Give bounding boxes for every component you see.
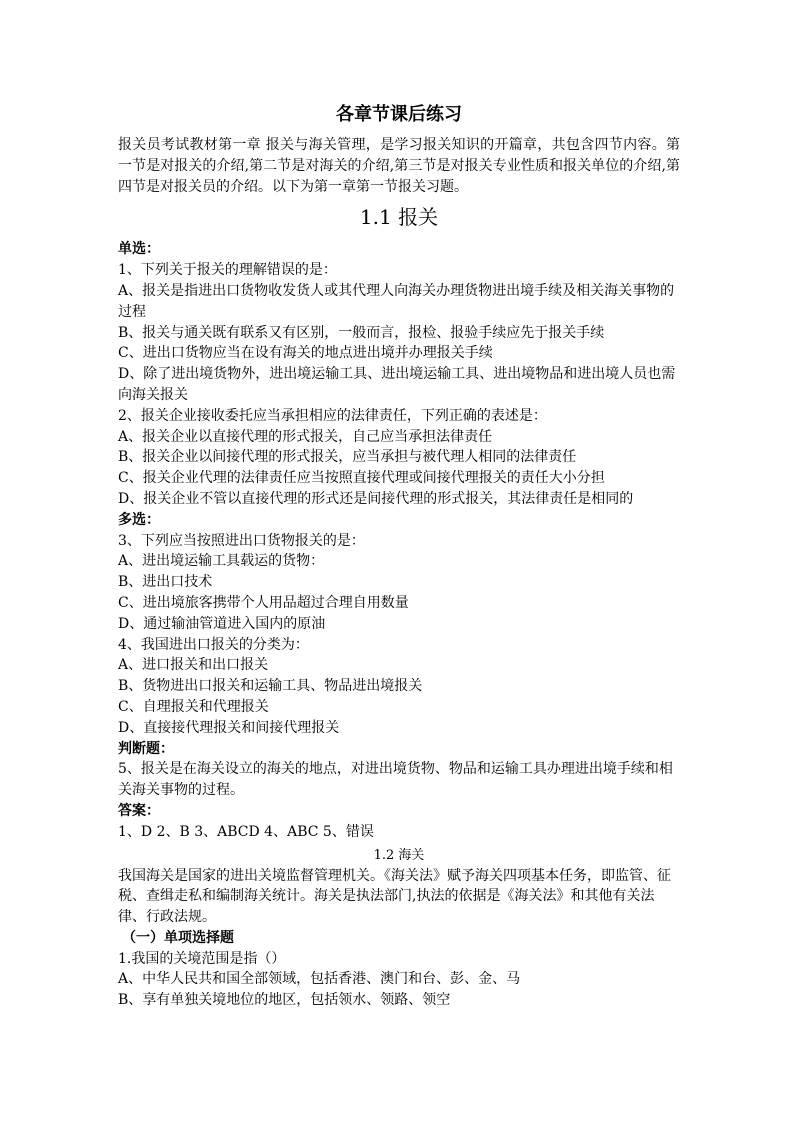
- question-4-option-a: A、进口报关和出口报关: [118, 657, 269, 674]
- multi-choice-label: 多选：: [118, 511, 160, 528]
- question-4: 4、我国进出口报关的分类为：: [118, 636, 309, 653]
- judgment-label: 判断题：: [118, 740, 174, 757]
- question-3-option-d: D、通过输油管道进入国内的原油: [118, 615, 326, 632]
- answer-key: 1、D 2、B 3、ABCD 4、ABC 5、错误: [118, 823, 374, 840]
- question-3-option-a: A、进出境运输工具载运的货物：: [118, 553, 325, 570]
- question-3: 3、下列应当按照进出口货物报关的是：: [118, 532, 365, 549]
- question-1-option-b: B、报关与通关既有联系又有区别，一般而言，报检、报验手续应先于报关手续: [118, 324, 605, 341]
- question-3-option-c: C、进出境旅客携带个人用品超过合理自用数量: [118, 594, 409, 611]
- single-choice-subheading: （一）单项选择题: [122, 929, 234, 946]
- question-2-option-c: C、报关企业代理的法律责任应当按照直接代理或间接代理报关的责任大小分担: [118, 470, 605, 487]
- section-2-intro: 我国海关是国家的进出关境监督管理机关。《海关法》赋予海关四项基本任务，即监管、征税、查缉走私和编制海关统计。海关是执法部门,执法的依据是《海关法》和其他有关法律、行政法规。: [118, 867, 671, 926]
- section-2-question-1-option-b: B、享有单独关境地位的地区，包括领水、领路、领空: [118, 992, 451, 1009]
- question-1-option-d: D、除了进出境货物外，进出境运输工具、进出境运输工具、进出境物品和进出境人员也需向海关报关: [118, 366, 676, 403]
- page-title: 各章节课后练习: [336, 104, 462, 125]
- question-1: 1、下列关于报关的理解错误的是：: [118, 262, 337, 279]
- answer-label: 答案：: [118, 802, 160, 819]
- document-body: [118, 102, 680, 1011]
- section-heading-1-1: 1.1 报关: [359, 205, 439, 230]
- question-4-option-d: D、直接接代理报关和间接代理报关: [118, 719, 340, 736]
- question-5: 5、报关是在海关设立的海关的地点，对进出境货物、物品和运输工具办理进出境手续和相关海关事物的过程。: [118, 761, 673, 799]
- question-2-option-b: B、报关企业以间接代理的形式报关，应当承担与被代理人相同的法律责任: [118, 449, 577, 466]
- section-2-question-1-option-a: A、中华人民共和国全部领域，包括香港、澳门和台、彭、金、马: [118, 971, 521, 988]
- question-2-option-d: D、报关企业不管以直接代理的形式还是间接代理的形式报关，其法律责任是相同的: [118, 490, 634, 507]
- question-2-option-a: A、报关企业以直接代理的形式报关，自己应当承担法律责任: [118, 428, 493, 445]
- question-4-option-b: B、货物进出口报关和运输工具、物品进出境报关: [118, 678, 423, 695]
- intro-paragraph: 报关员考试教材第一章 报关与海关管理，是学习报关知识的开篇章，共包含四节内容。第一节是对报关的介绍,第二节是对海关的介绍,第三节是对报关专业性质和报关单位的介绍,第四节是对报关员的介绍。以下为第一章第一节报关习题。: [118, 137, 680, 195]
- question-1-option-a: A、报关是指进出口货物收发货人或其代理人向海关办理货物进出境手续及相关海关事物的过程: [118, 282, 675, 320]
- single-choice-label: 单选：: [118, 241, 160, 258]
- question-3-option-b: B、进出口技术: [118, 574, 213, 591]
- question-2: 2、报关企业接收委托应当承担相应的法律责任，下列正确的表述是：: [118, 407, 547, 424]
- section-2-question-1: 1.我国的关境范围是指（）: [118, 950, 286, 967]
- question-4-option-c: C、自理报关和代理报关: [118, 698, 269, 715]
- section-heading-1-2: 1.2 海关: [373, 847, 425, 863]
- question-1-option-c: C、进出口货物应当在设有海关的地点进出境并办理报关手续: [118, 345, 493, 362]
